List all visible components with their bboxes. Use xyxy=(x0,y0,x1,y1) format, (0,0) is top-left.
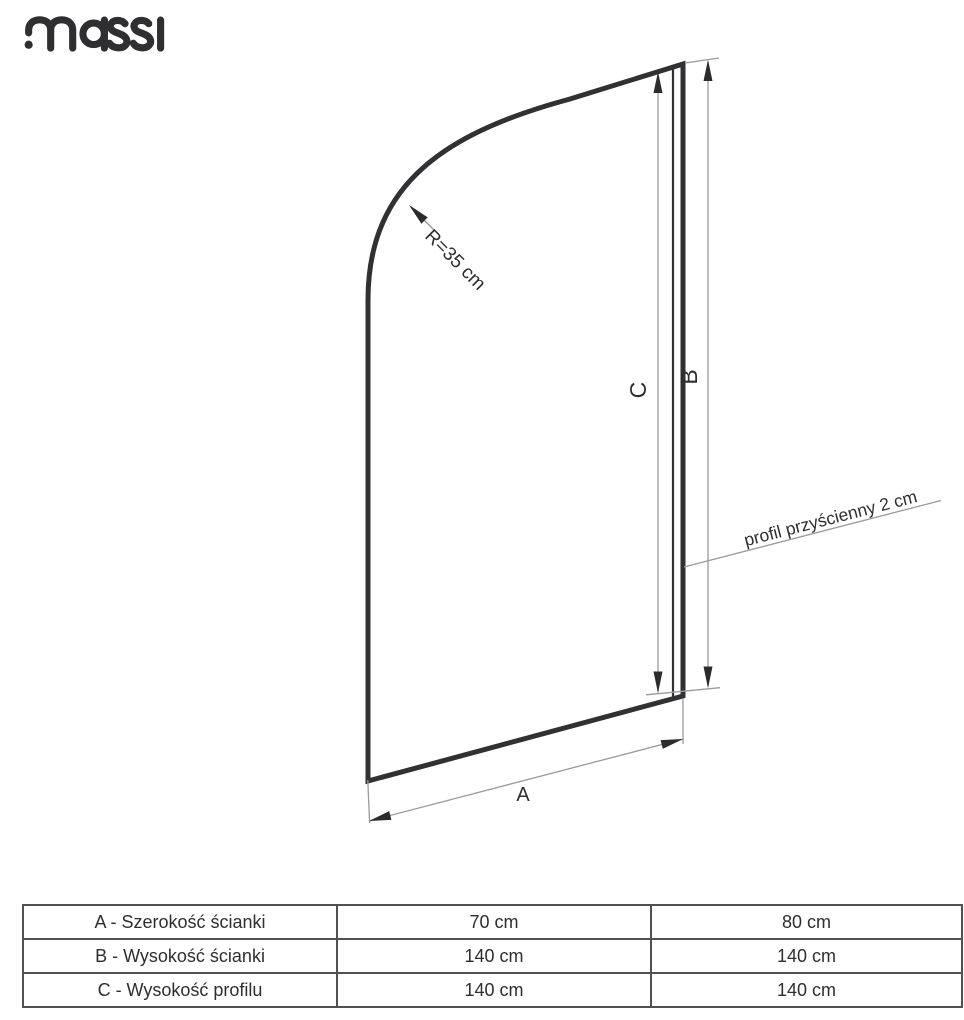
spec-label-cell: A - Szerokość ścianki xyxy=(23,905,337,939)
spec-row-a xyxy=(23,905,962,939)
spec-value-cell: 70 cm xyxy=(337,905,651,939)
dim-c-label: C xyxy=(625,381,651,399)
dim-a-label: A xyxy=(516,784,530,806)
spec-value-cell: 140 cm xyxy=(651,939,962,973)
spec-table xyxy=(22,904,963,1008)
dim-b-arrow-bottom xyxy=(704,667,713,689)
wall-profile-leader-line xyxy=(684,501,941,568)
dim-a-arrow-right xyxy=(661,739,683,749)
spec-label-cell: B - Wysokość ścianki xyxy=(23,939,337,973)
wall-profile-label: profil przyścienny 2 cm xyxy=(741,486,920,551)
radius-label: R=35 cm xyxy=(420,225,490,295)
dim-a-ext-left xyxy=(368,780,370,823)
spec-row-b xyxy=(23,939,962,973)
dim-b-arrow-top xyxy=(704,60,713,81)
dim-b-ext-top xyxy=(685,58,719,63)
spec-value-cell: 140 cm xyxy=(651,973,962,1007)
dim-a-line xyxy=(369,739,683,821)
dim-b-label: B xyxy=(676,369,702,385)
dim-a-arrow-left xyxy=(369,811,391,821)
spec-value-cell: 80 cm xyxy=(651,905,962,939)
spec-value-cell: 140 cm xyxy=(337,939,651,973)
spec-label-cell: C - Wysokość profilu xyxy=(23,973,337,1007)
dim-c-arrow-bottom xyxy=(654,672,663,694)
spec-row-c xyxy=(23,973,962,1007)
glass-panel-outline xyxy=(368,64,683,781)
spec-value-cell: 140 cm xyxy=(337,973,651,1007)
